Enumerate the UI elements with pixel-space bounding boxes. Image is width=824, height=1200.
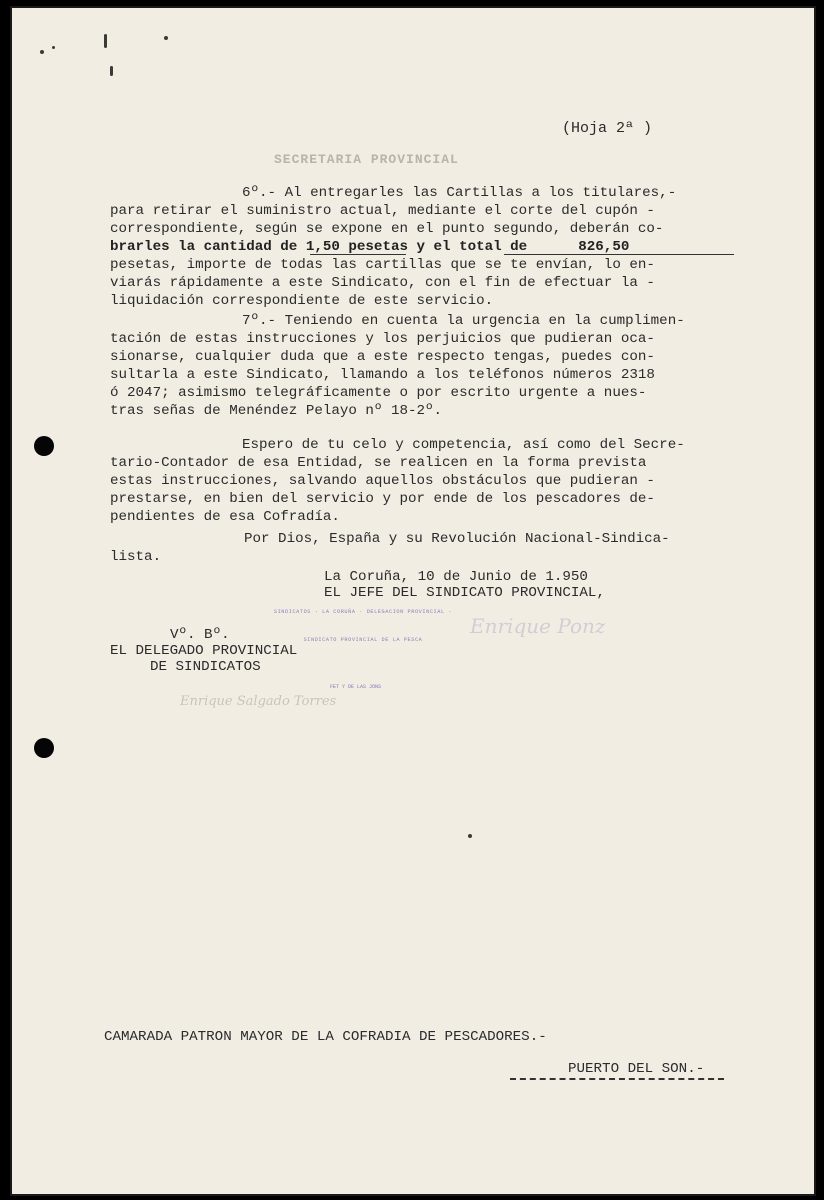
paper-speck — [110, 66, 113, 76]
paragraph-line: Espero de tu celo y competencia, así como del Secre- — [242, 437, 685, 453]
signatory-title: EL JEFE DEL SINDICATO PROVINCIAL, — [324, 585, 605, 601]
paragraph-line: 7º.- Teniendo en cuenta la urgencia en la cumplimen- — [242, 313, 685, 329]
paper-speck — [40, 50, 44, 54]
recipient-line: CAMARADA PATRON MAYOR DE LA COFRADIA DE PESCADORES.- — [104, 1029, 547, 1045]
punch-hole — [34, 436, 54, 456]
paragraph-line: tación de estas instrucciones y los perjuicios que pudieran oca- — [110, 331, 655, 347]
paper-speck — [52, 46, 55, 49]
amount-underline — [504, 254, 734, 255]
paper-speck — [164, 36, 168, 40]
closing-salutation: Por Dios, España y su Revolución Nacional-Sindica- — [244, 531, 670, 547]
punch-hole — [34, 738, 54, 758]
paragraph-line: estas instrucciones, salvando aquellos obstáculos que pudieran - — [110, 473, 655, 489]
document-date: La Coruña, 10 de Junio de 1.950 — [324, 569, 588, 585]
paragraph-line: tras señas de Menéndez Pelayo nº 18-2º. — [110, 403, 443, 419]
paragraph-line: 6º.- Al entregarles las Cartillas a los titulares,- — [242, 185, 677, 201]
delegate-title: DE SINDICATOS — [150, 659, 261, 675]
closing-salutation-end: lista. — [110, 549, 162, 565]
paragraph-line: ó 2047; asimismo telegráficamente o por escrito urgente a nues- — [110, 385, 647, 401]
paragraph-line: liquidación correspondiente de este servicio. — [110, 293, 494, 309]
paper-speck — [104, 34, 107, 48]
paragraph-line: pesetas, importe de todas las cartillas que se te envían, lo en- — [110, 257, 655, 273]
paragraph-line: tario-Contador de esa Entidad, se realicen en la forma prevista — [110, 455, 647, 471]
paragraph-line: sultarla a este Sindicato, llamando a los teléfonos números 2318 — [110, 367, 655, 383]
delegate-signature-text: Enrique Salgado Torres — [180, 694, 337, 709]
paragraph-line: viarás rápidamente a este Sindicato, con el fin de efectuar la - — [110, 275, 655, 291]
approval-mark: Vº. Bº. — [170, 627, 230, 643]
paragraph-line: sionarse, cualquier duda que a este respecto tengas, puedes con- — [110, 349, 655, 365]
paragraph-line: brarles la cantidad de 1,50 pesetas y el total de 826,50 — [110, 239, 630, 255]
faded-heading: SECRETARIA PROVINCIAL — [274, 152, 459, 167]
paragraph-line: prestarse, en bien del servicio y por ende de los pescadores de- — [110, 491, 655, 507]
paragraph-line: pendientes de esa Cofradía. — [110, 509, 340, 525]
stamp-ring-text: SINDICATOS · LA CORUÑA · DELEGACION PROVINCIAL · SINDICATO PROVINCIAL DE LA PESCA — [273, 609, 453, 643]
paper-speck — [468, 834, 472, 838]
stamp-center-text: FET Y DE LAS JONS — [330, 684, 382, 690]
chief-signature-text: Enrique Ponz — [470, 614, 606, 638]
delegate-title: EL DELEGADO PROVINCIAL — [110, 643, 298, 659]
amount-underline — [310, 254, 406, 255]
paragraph-line: para retirar el suministro actual, mediante el corte del cupón - — [110, 203, 655, 219]
sheet-number: (Hoja 2ª ) — [562, 120, 653, 137]
paragraph-line: correspondiente, según se expone en el punto segundo, deberán co- — [110, 221, 664, 237]
recipient-underline — [510, 1078, 724, 1080]
document-page — [10, 6, 816, 1196]
recipient-location: PUERTO DEL SON.- — [568, 1061, 705, 1077]
